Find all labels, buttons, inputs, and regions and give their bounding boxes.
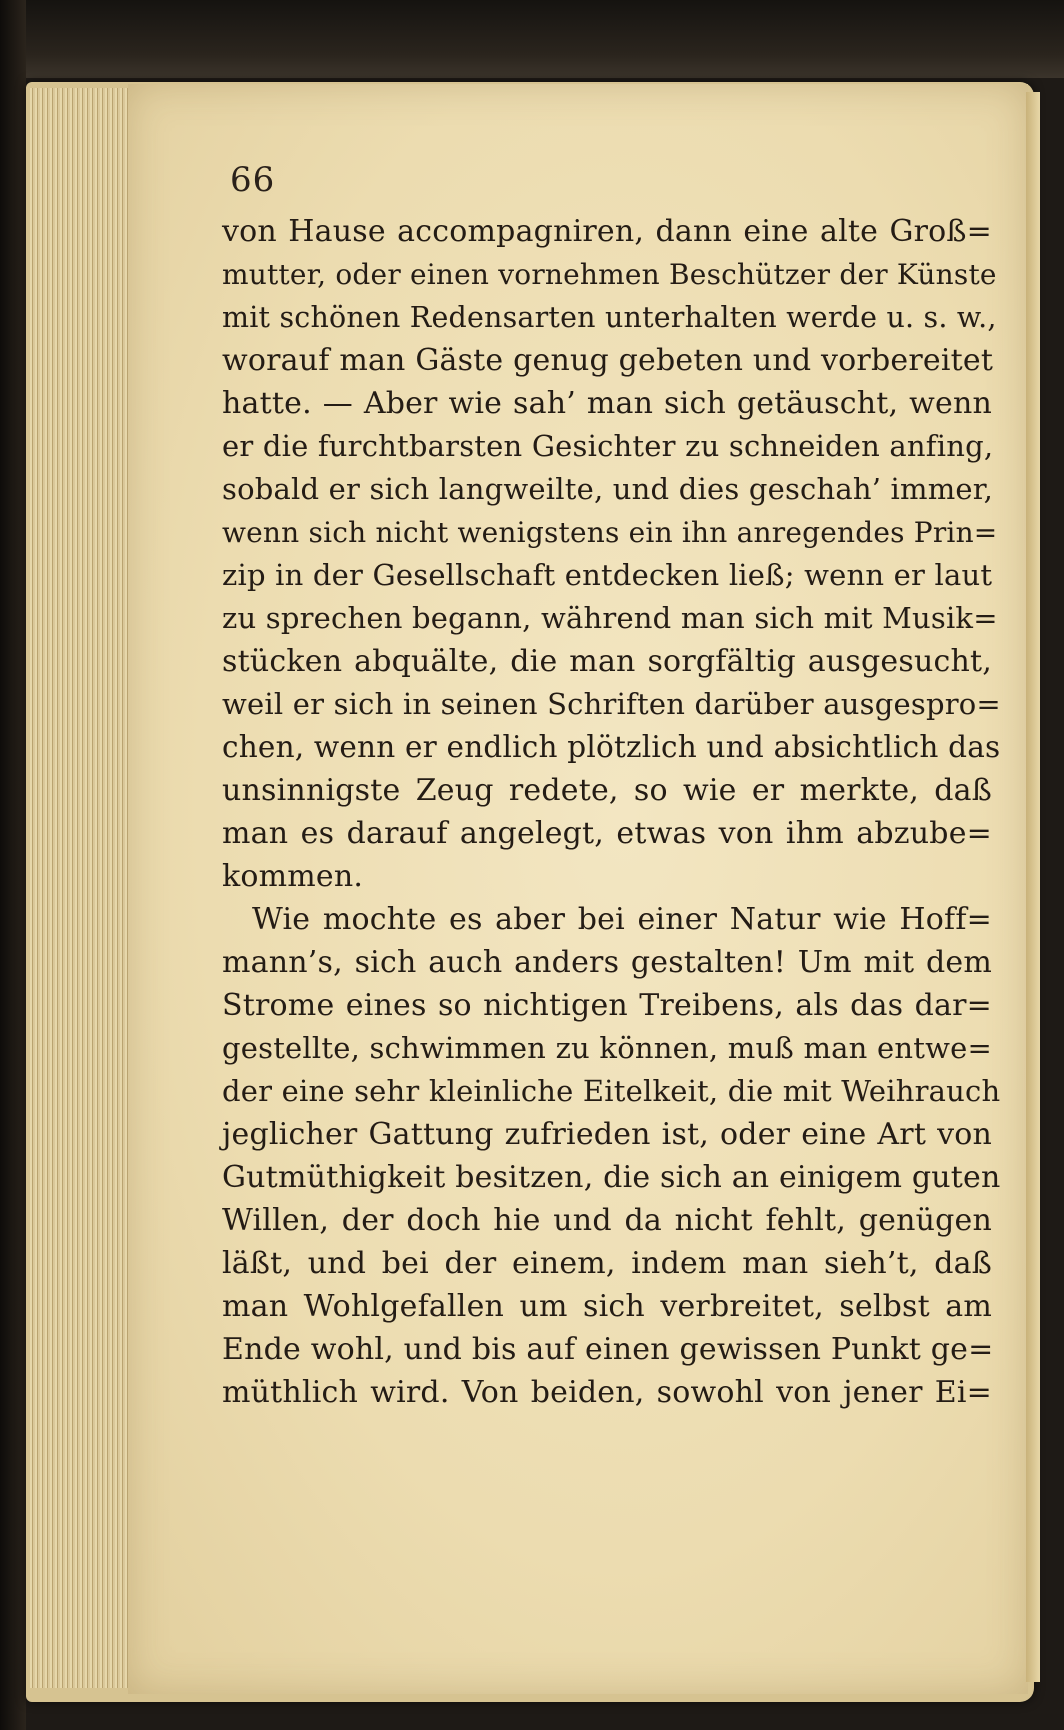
text-line: von Hause accompagniren, dann eine alte Groß=	[222, 214, 992, 249]
text-line: Wie mochte es aber bei einer Natur wie Hoff=	[252, 902, 992, 937]
text-line: gestellte, schwimmen zu können, muß man entwe=	[222, 1031, 992, 1065]
text-line: Strome eines so nichtigen Treibens, als das dar=	[222, 988, 992, 1023]
page-number: 66	[230, 160, 276, 200]
text-line: er die furchtbarsten Gesichter zu schneiden anfing,	[222, 429, 994, 463]
text-line: mann’s, sich auch anders gestalten! Um mit dem	[222, 945, 992, 980]
top-background	[0, 0, 1064, 78]
text-line: man es darauf angelegt, etwas von ihm abzube=	[222, 816, 992, 851]
text-line: stücken abquälte, die man sorgfältig ausgesucht,	[222, 644, 992, 679]
page-edges	[30, 88, 132, 1688]
body-text	[222, 210, 1001, 1414]
text-line: zu sprechen begann, während man sich mit Musik=	[222, 601, 998, 635]
text-line: jeglicher Gattung zufrieden ist, oder eine Art von	[222, 1117, 992, 1152]
text-line: unsinnigste Zeug redete, so wie er merkte, daß	[222, 773, 992, 808]
text-line: läßt, und bei der einem, indem man sieh’t, daß	[222, 1246, 992, 1281]
text-line: Willen, der doch hie und da nicht fehlt, genügen	[222, 1203, 992, 1238]
text-line: der eine sehr kleinliche Eitelkeit, die mit Weihrauch	[222, 1074, 1001, 1108]
text-line: müthlich wird. Von beiden, sowohl von jener Ei=	[222, 1375, 992, 1410]
text-line: chen, wenn er endlich plötzlich und absichtlich das	[222, 730, 1001, 764]
text-line: Gutmüthigkeit besitzen, die sich an einigem guten	[222, 1160, 1001, 1195]
text-line: Ende wohl, und bis auf einen gewissen Punkt ge=	[222, 1332, 994, 1367]
text-line: mit schönen Redensarten unterhalten werde u. s. w.,	[222, 301, 997, 334]
text-line: hatte. — Aber wie sah’ man sich getäuscht, wenn	[222, 386, 992, 421]
text-line: kommen.	[222, 859, 364, 894]
text-line: worauf man Gäste genug gebeten und vorbereitet	[222, 343, 994, 378]
book-binding	[0, 0, 26, 1730]
text-line: wenn sich nicht wenigstens ein ihn anregendes Prin=	[222, 516, 998, 549]
text-line: man Wohlgefallen um sich verbreitet, selbst am	[222, 1289, 992, 1324]
text-line: sobald er sich langweilte, und dies geschah’ immer,	[222, 472, 994, 506]
right-page-edge	[1026, 92, 1040, 1682]
text-line: mutter, oder einen vornehmen Beschützer der Künste	[222, 258, 997, 291]
text-line: weil er sich in seinen Schriften darüber ausgespro=	[222, 687, 1001, 721]
text-line: zip in der Gesellschaft entdecken ließ; wenn er laut	[222, 558, 993, 592]
